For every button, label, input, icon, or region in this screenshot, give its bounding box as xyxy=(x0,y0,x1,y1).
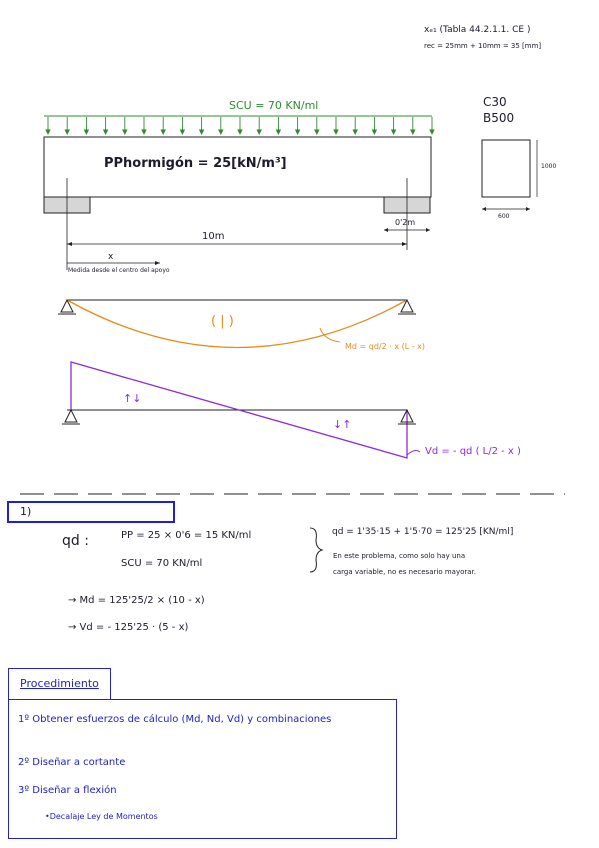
qd-label: qd : xyxy=(62,533,89,549)
load-arrow-head xyxy=(238,130,242,134)
pp-line: PP = 25 × 0'6 = 15 KN/ml xyxy=(121,530,252,541)
support-width-label: 0'2m xyxy=(395,218,416,227)
span-label: 10m xyxy=(202,231,225,242)
load-arrow-head xyxy=(372,130,376,134)
load-arrow-head xyxy=(392,130,396,134)
moment-left-support xyxy=(58,300,76,314)
header-line-2: rec = 25mm + 10mm = 35 [mm] xyxy=(424,42,542,50)
load-arrow-head xyxy=(315,130,319,134)
vd-line: → Vd = - 125'25 · (5 - x) xyxy=(68,622,189,633)
procedure-item-3: 3º Diseñar a flexión xyxy=(18,785,117,796)
procedure-title: Procedimiento xyxy=(20,677,99,690)
qd-result: qd = 1'35·15 + 1'5·70 = 125'25 [KN/ml] xyxy=(332,527,514,537)
load-arrow-head xyxy=(161,130,165,134)
concrete-label: C30 xyxy=(483,95,507,109)
step-1-box xyxy=(7,501,175,523)
section-width-label: 600 xyxy=(498,213,510,220)
shear-right-arrows: ↓↑ xyxy=(333,418,352,431)
moment-rotation-symbol: ( | ) xyxy=(211,314,234,329)
load-arrow-head xyxy=(46,130,50,134)
header-line-1: xₑ₁ (Tabla 44.2.1.1. CE ) xyxy=(424,25,531,35)
load-arrow-head xyxy=(84,130,88,134)
load-arrow-head xyxy=(430,130,434,134)
load-arrow-head xyxy=(219,130,223,134)
shear-left-support xyxy=(62,410,80,424)
scu-line: SCU = 70 KN/ml xyxy=(121,558,203,569)
moment-right-support xyxy=(398,300,416,314)
load-arrow-head xyxy=(65,130,69,134)
load-arrow-head xyxy=(411,130,415,134)
load-arrow-head xyxy=(123,130,127,134)
live-load-label: SCU = 70 KN/ml xyxy=(229,99,319,112)
steel-label: B500 xyxy=(483,111,515,125)
shear-left-arrows: ↑↓ xyxy=(123,392,142,405)
note-line-1: En este problema, como solo hay una xyxy=(333,552,466,560)
section-height-label: 1000 xyxy=(541,163,557,170)
load-arrow-head xyxy=(334,130,338,134)
cross-section xyxy=(482,140,530,197)
step-1-number: 1) xyxy=(20,505,32,518)
load-arrow-head xyxy=(296,130,300,134)
procedure-item-2: 2º Diseñar a cortante xyxy=(18,757,126,768)
note-line-2: carga variable, no es necesario mayorar. xyxy=(333,568,476,576)
procedure-item-4: •Decalaje Ley de Momentos xyxy=(45,812,158,821)
self-weight-label: PPhormigón = 25[kN/m³] xyxy=(104,156,287,171)
x-label: x xyxy=(108,252,114,262)
load-arrow-head xyxy=(353,130,357,134)
md-line: → Md = 125'25/2 × (10 - x) xyxy=(68,595,205,606)
shear-formula: Vd = - qd ( L/2 - x ) xyxy=(425,446,521,457)
load-arrow-head xyxy=(276,130,280,134)
x-note: Medida desde el centro del apoyo xyxy=(68,267,170,274)
load-arrow-head xyxy=(200,130,204,134)
load-arrow-head xyxy=(104,130,108,134)
moment-formula: Md = qd/2 · x (L - x) xyxy=(345,342,426,351)
procedure-item-1: 1º Obtener esfuerzos de cálculo (Md, Nd, Vd) y combinaciones xyxy=(18,714,332,725)
moment-curve xyxy=(67,300,407,348)
load-arrow-head xyxy=(180,130,184,134)
load-arrow-head xyxy=(257,130,261,134)
load-arrow-head xyxy=(142,130,146,134)
